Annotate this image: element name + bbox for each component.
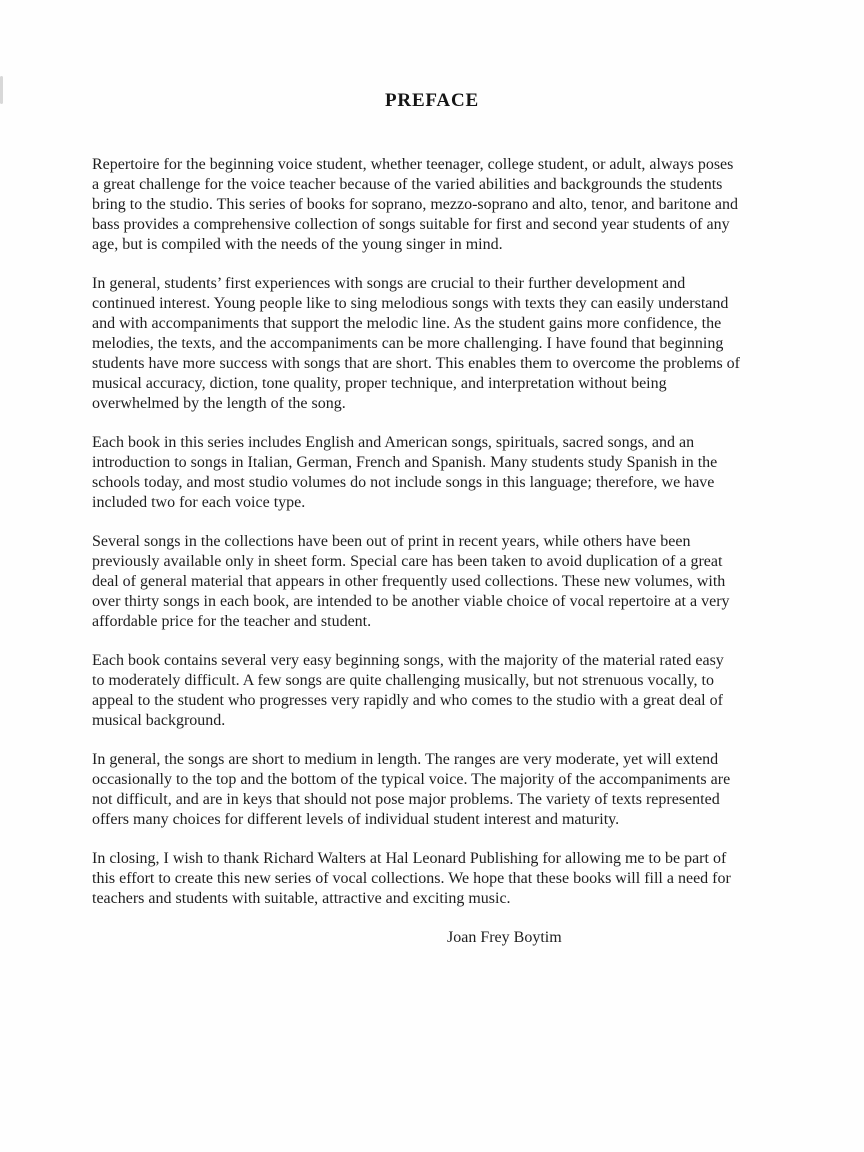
page-title: PREFACE <box>385 90 479 111</box>
paragraph-7: In closing, I wish to thank Richard Walters at Hal Leonard Publishing for allowing me to be part of this effort to create this new series of vocal collections. We hope that these books will fill a need for teachers and students with suitable, attractive and exciting music. <box>92 850 731 907</box>
paragraph-5: Each book contains several very easy beginning songs, with the majority of the material rated easy to moderately difficult. A few songs are quite challenging musically, but not strenuous vocally, to appeal to the student who progresses very rapidly and who comes to the studio with a great deal of musical background. <box>92 652 724 729</box>
scan-artifact <box>0 76 3 104</box>
paragraph-3: Each book in this series includes English and American songs, spirituals, sacred songs, and an introduction to songs in Italian, German, French and Spanish. Many students study Spanish in the schools today, and most studio volumes do not include songs in this language; therefore, we have included two for each voice type. <box>92 434 718 511</box>
paragraph-6: In general, the songs are short to medium in length. The ranges are very moderate, yet will extend occasionally to the top and the bottom of the typical voice. The majority of the accompaniments are not difficult, and are in keys that should not pose major problems. The variety of texts represented offers many choices for different levels of individual student interest and maturity. <box>92 751 731 828</box>
signature: Joan Frey Boytim <box>447 929 562 946</box>
paragraph-2: In general, students’ first experiences with songs are crucial to their further development and continued interest. Young people like to sing melodious songs with texts they can easily understand and with accompaniments that support the melodic line. As the student gains more confidence, the melodies, the texts, and the accompaniments can be more challenging. I have found that beginning students have more success with songs that are short. This enables them to overcome the problems of musical accuracy, diction, tone quality, proper technique, and interpretation without being overwhelmed by the length of the song. <box>92 275 740 412</box>
preface-body <box>92 155 740 948</box>
paragraph-1: Repertoire for the beginning voice student, whether teenager, college student, or adult, always poses a great challenge for the voice teacher because of the varied abilities and backgrounds the students bring to the studio. This series of books for soprano, mezzo-soprano and alto, tenor, and baritone and bass provides a comprehensive collection of songs suitable for first and second year students of any age, but is compiled with the needs of the young singer in mind. <box>92 156 739 253</box>
paragraph-4: Several songs in the collections have been out of print in recent years, while others have been previously available only in sheet form. Special care has been taken to avoid duplication of a great deal of general material that appears in other frequently used collections. These new volumes, with over thirty songs in each book, are intended to be another viable choice of vocal repertoire at a very affordable price for the teacher and student. <box>92 533 730 630</box>
